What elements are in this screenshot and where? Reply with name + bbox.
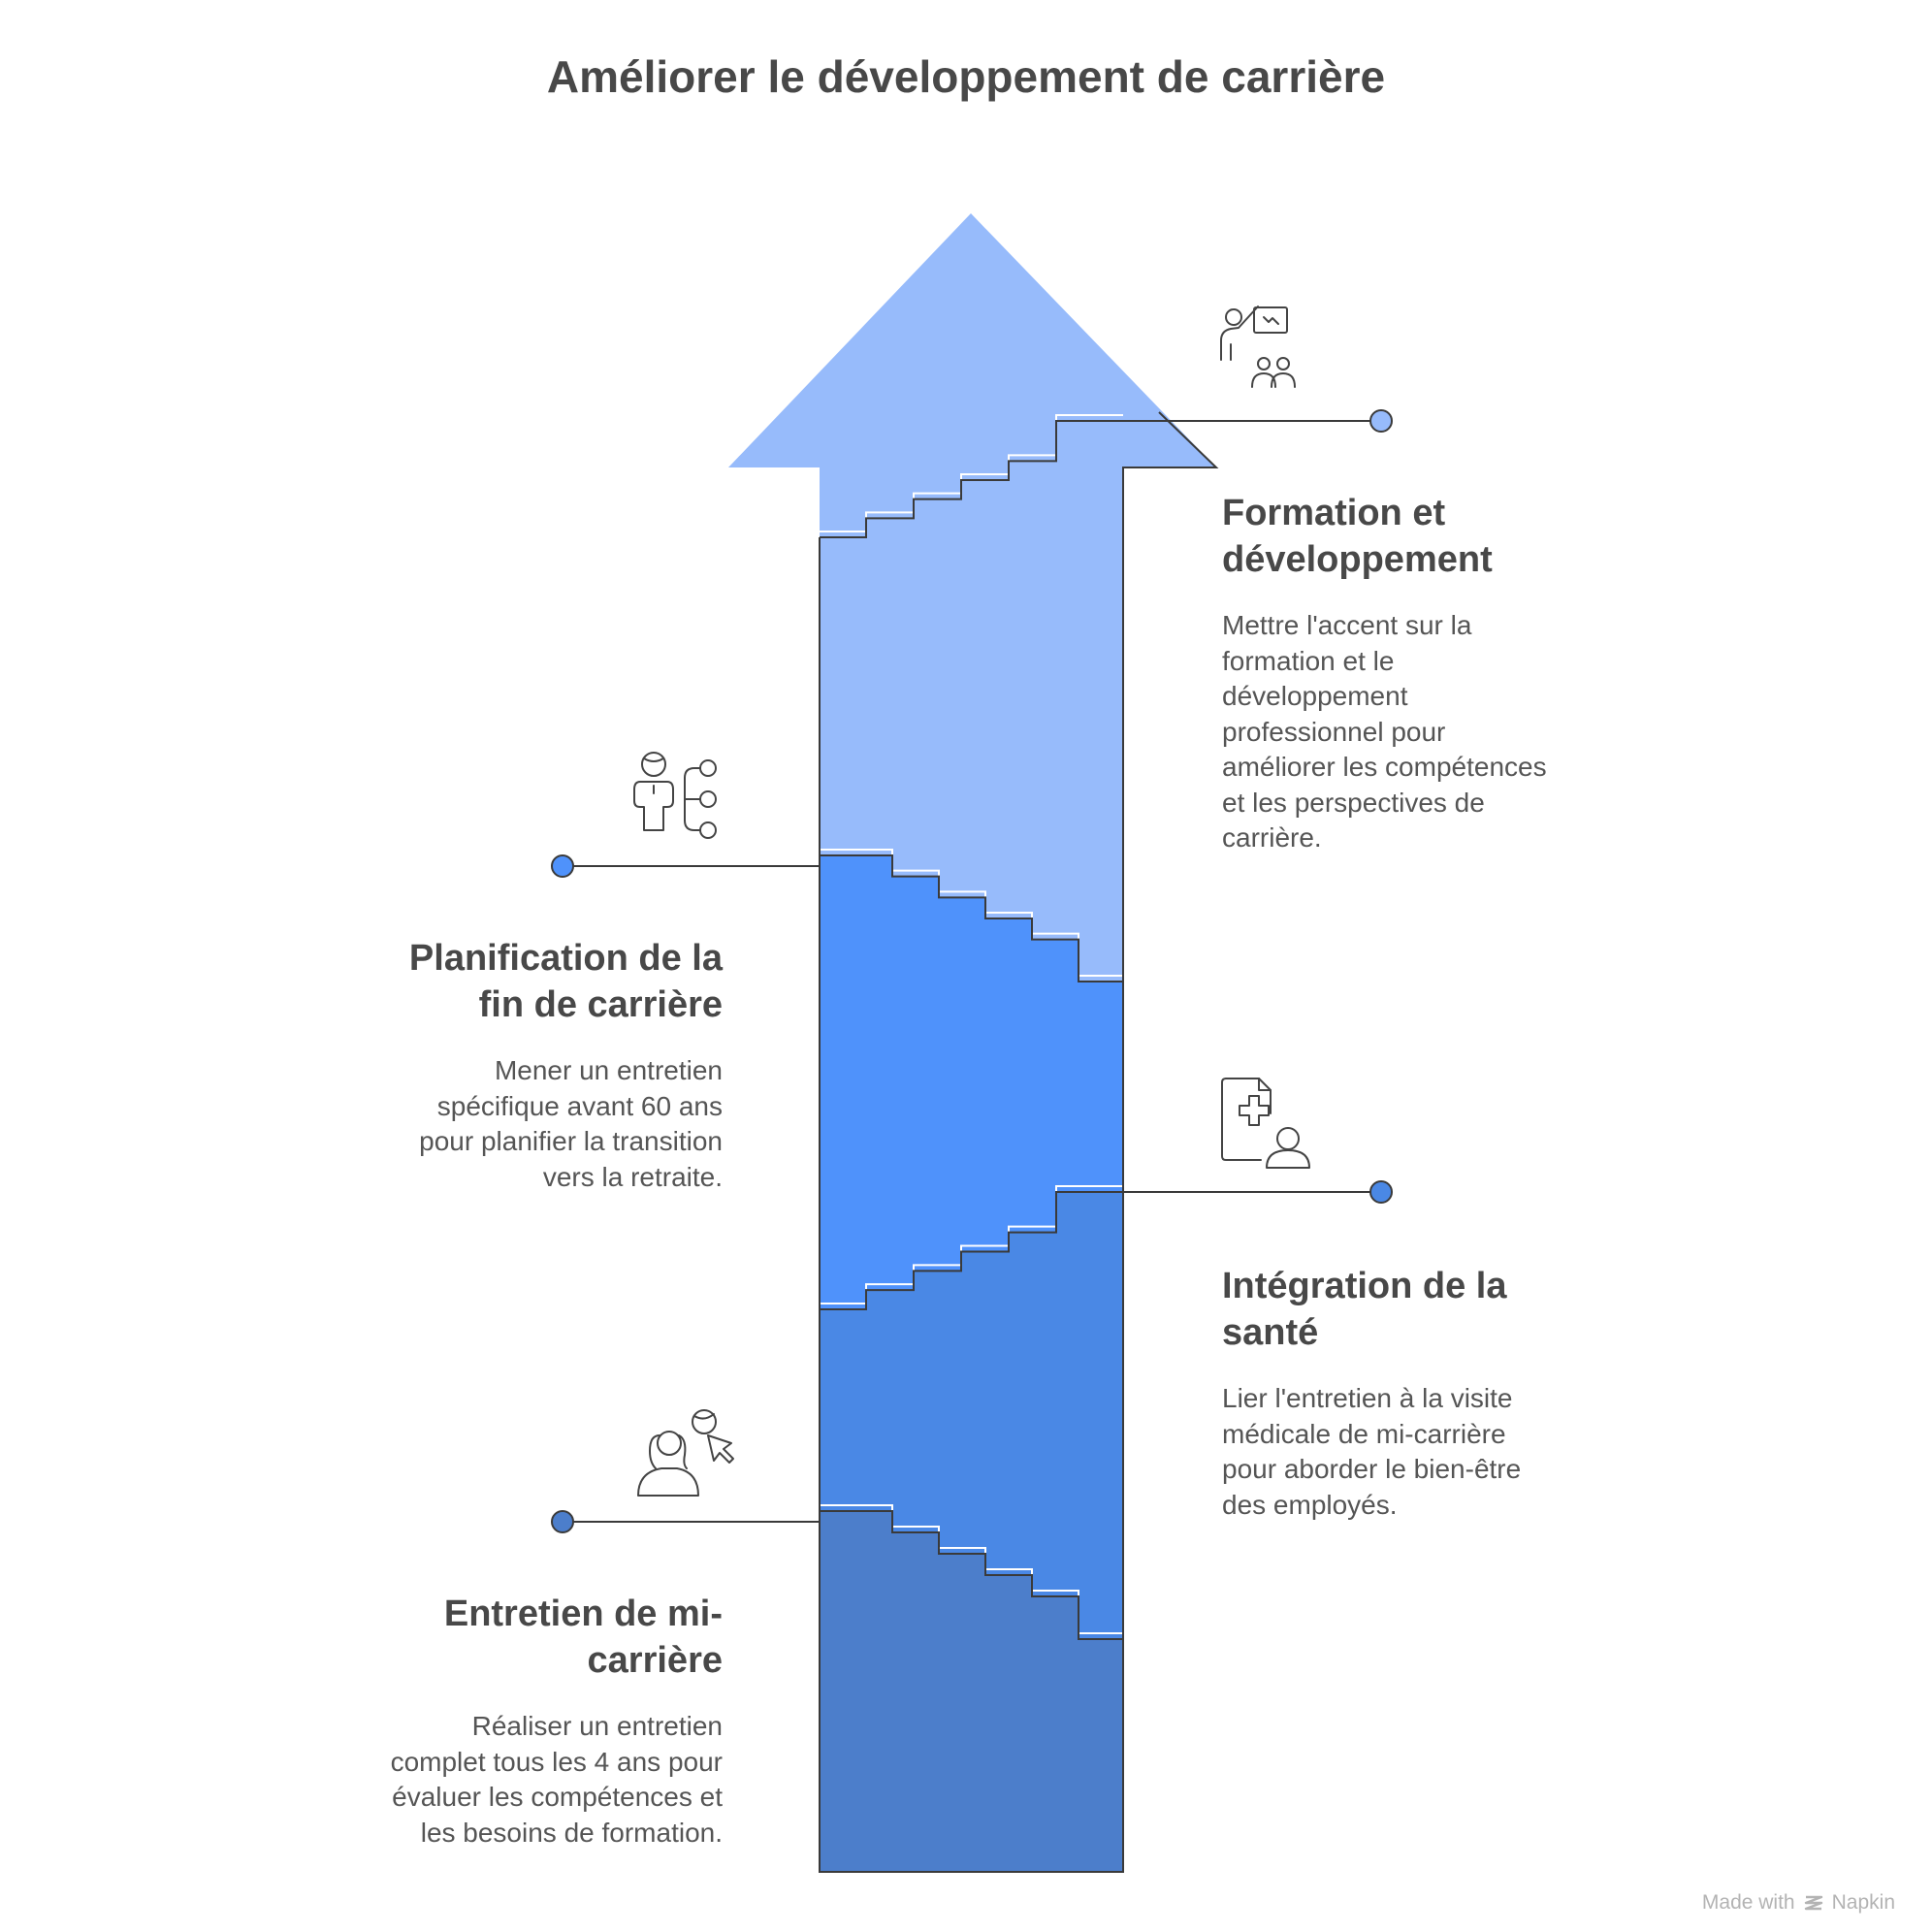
page-title: Améliorer le développement de carrière xyxy=(546,51,1386,102)
description-line: carrière. xyxy=(1222,822,1322,853)
interview-icon xyxy=(638,1410,733,1496)
step-entretien-heading xyxy=(291,1591,723,1684)
made-with-napkin-footer[interactable] xyxy=(1702,1891,1895,1915)
step-sante-block xyxy=(1222,1263,1629,1523)
step-planification-heading xyxy=(291,935,723,1028)
description-line: spécifique avant 60 ans xyxy=(436,1090,723,1121)
step-sante-heading xyxy=(1222,1263,1629,1356)
step-planification-block xyxy=(291,935,723,1195)
napkin-brand-label: Napkin xyxy=(1831,1891,1895,1914)
step-formation-block xyxy=(1222,490,1629,856)
connector-planification-dot xyxy=(552,855,573,877)
description-line: pour planifier la transition xyxy=(419,1126,723,1156)
description-line: Lier l'entretien à la visite xyxy=(1222,1383,1513,1413)
description-line: vers la retraite. xyxy=(542,1161,723,1192)
napkin-logo-icon xyxy=(1803,1892,1824,1914)
description-line: des employés. xyxy=(1222,1489,1398,1520)
description-line: améliorer les compétences xyxy=(1222,752,1547,782)
heading-line: carrière xyxy=(587,1640,723,1681)
description-line: Mener un entretien xyxy=(494,1055,723,1085)
step-entretien-block xyxy=(291,1591,723,1851)
heading-line: Planification de la xyxy=(408,938,723,979)
description-line: médicale de mi-carrière xyxy=(1222,1418,1506,1449)
description-line: complet tous les 4 ans pour xyxy=(390,1746,723,1777)
step-formation-description xyxy=(1222,608,1629,856)
heading-line: développement xyxy=(1222,539,1493,580)
made-with-label: Made with xyxy=(1701,1891,1795,1914)
connector-sante-dot xyxy=(1370,1181,1392,1203)
heading-line: Intégration de la xyxy=(1222,1266,1507,1306)
medical-record-icon xyxy=(1222,1079,1309,1168)
description-line: les besoins de formation. xyxy=(420,1817,723,1848)
step-entretien-description xyxy=(291,1709,723,1851)
description-line: développement xyxy=(1222,681,1408,711)
description-line: évaluer les compétences et xyxy=(392,1782,723,1812)
connector-formation-dot xyxy=(1370,410,1392,432)
heading-line: fin de carrière xyxy=(478,984,723,1025)
heading-line: Entretien de mi- xyxy=(443,1594,723,1634)
connector-entretien-dot xyxy=(552,1511,573,1532)
career-planning-icon xyxy=(634,753,716,838)
step-formation-heading xyxy=(1222,490,1629,583)
step-sante-description xyxy=(1222,1381,1629,1523)
description-line: et les perspectives de xyxy=(1222,787,1485,818)
description-line: Réaliser un entretien xyxy=(471,1711,723,1741)
description-line: professionnel pour xyxy=(1222,716,1446,747)
heading-line: santé xyxy=(1222,1312,1319,1353)
training-icon xyxy=(1221,306,1295,387)
description-line: pour aborder le bien-être xyxy=(1222,1454,1522,1484)
heading-line: Formation et xyxy=(1222,493,1446,533)
step-planification-description xyxy=(291,1053,723,1195)
description-line: formation et le xyxy=(1222,645,1395,676)
description-line: Mettre l'accent sur la xyxy=(1222,610,1472,640)
